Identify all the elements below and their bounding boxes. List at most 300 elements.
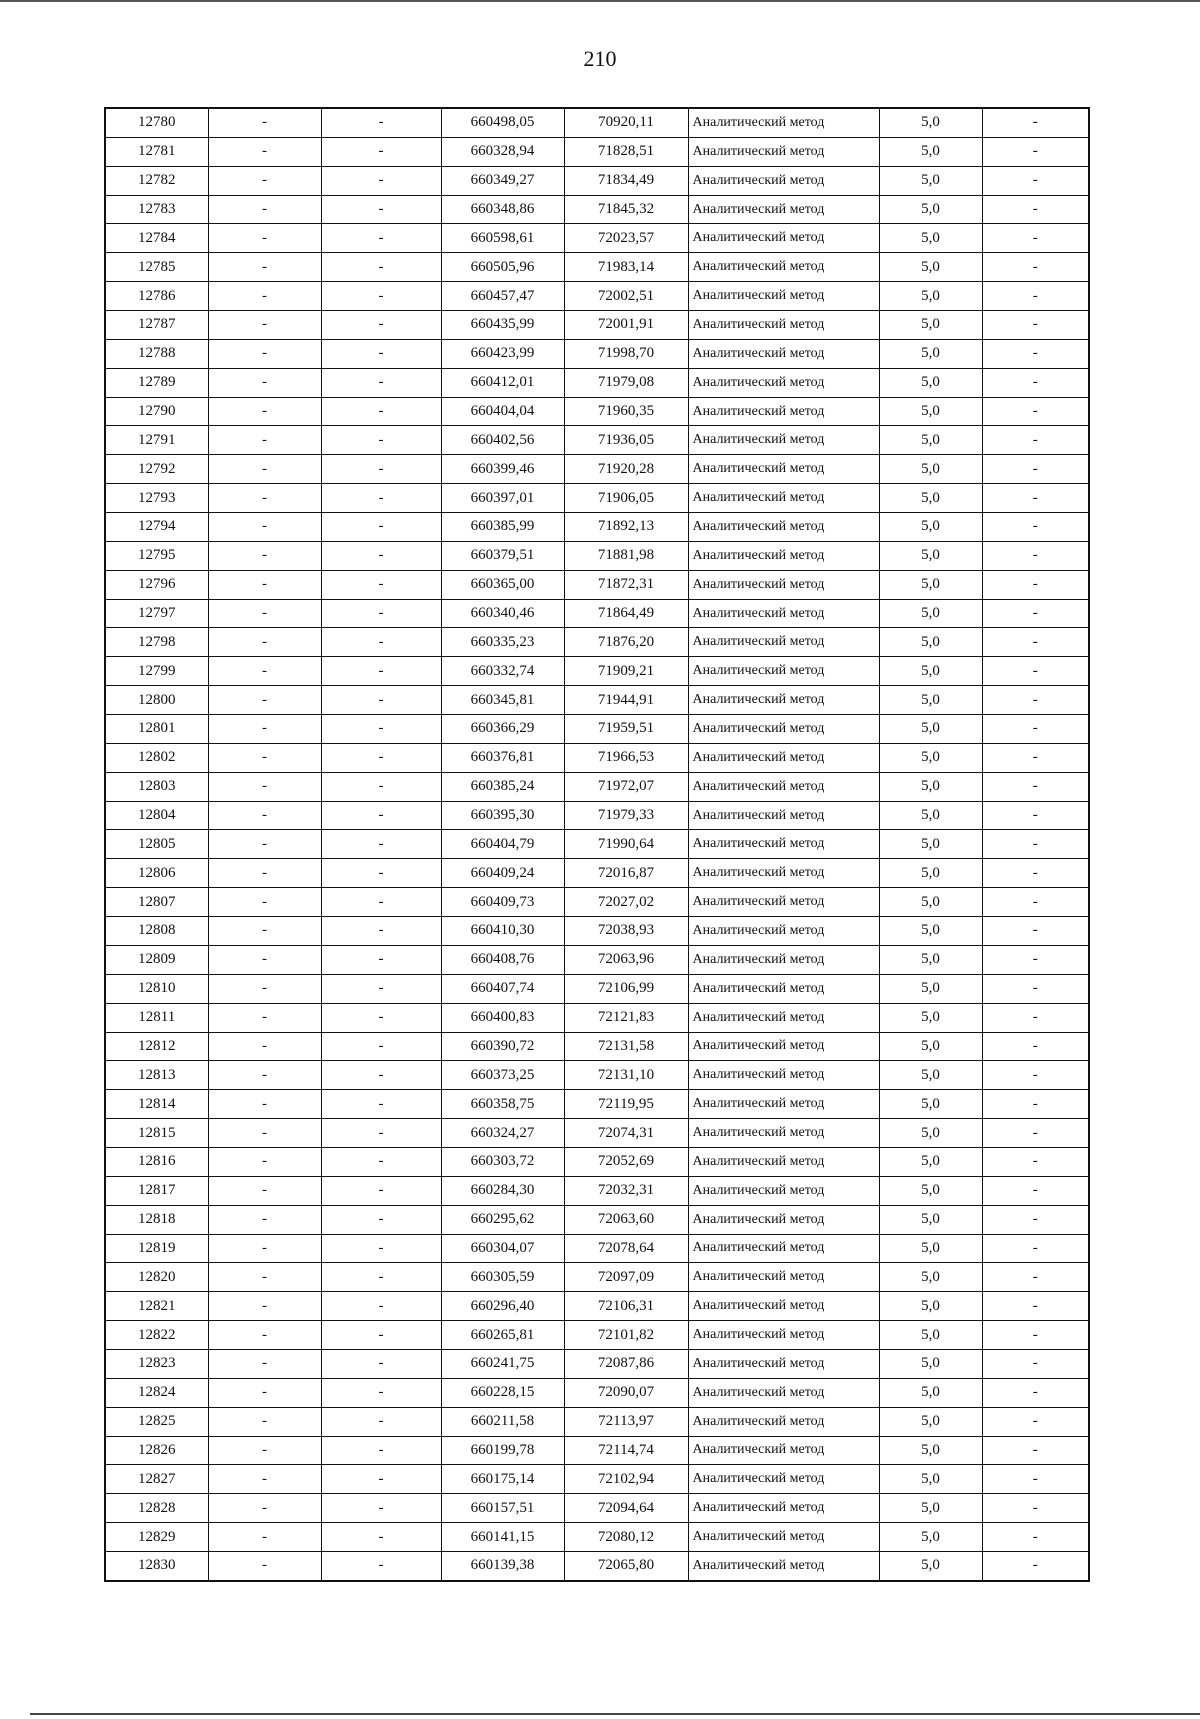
y-coordinate-cell: 72023,57 xyxy=(564,224,688,253)
dash-cell: - xyxy=(208,339,321,368)
table-row xyxy=(105,1465,1089,1494)
point-number-cell: 12822 xyxy=(105,1321,208,1350)
accuracy-cell: 5,0 xyxy=(879,1465,982,1494)
dash-cell: - xyxy=(208,1494,321,1523)
point-number-cell: 12783 xyxy=(105,195,208,224)
dash-cell: - xyxy=(208,1523,321,1552)
point-number-cell: 12802 xyxy=(105,743,208,772)
dash-cell: - xyxy=(321,945,441,974)
dash-cell: - xyxy=(321,311,441,340)
dash-cell: - xyxy=(982,1147,1089,1176)
method-cell: Аналитический метод xyxy=(688,945,879,974)
dash-cell: - xyxy=(321,253,441,282)
method-cell: Аналитический метод xyxy=(688,368,879,397)
accuracy-cell: 5,0 xyxy=(879,1436,982,1465)
y-coordinate-cell: 72038,93 xyxy=(564,917,688,946)
accuracy-cell: 5,0 xyxy=(879,166,982,195)
dash-cell: - xyxy=(982,1321,1089,1350)
dash-cell: - xyxy=(208,195,321,224)
table-row xyxy=(105,339,1089,368)
method-cell: Аналитический метод xyxy=(688,1494,879,1523)
x-coordinate-cell: 660400,83 xyxy=(441,1003,564,1032)
y-coordinate-cell: 71979,08 xyxy=(564,368,688,397)
method-cell: Аналитический метод xyxy=(688,657,879,686)
point-number-cell: 12826 xyxy=(105,1436,208,1465)
dash-cell: - xyxy=(321,1321,441,1350)
accuracy-cell: 5,0 xyxy=(879,570,982,599)
method-cell: Аналитический метод xyxy=(688,1061,879,1090)
dash-cell: - xyxy=(208,917,321,946)
point-number-cell: 12815 xyxy=(105,1119,208,1148)
table-row xyxy=(105,628,1089,657)
dash-cell: - xyxy=(208,1176,321,1205)
accuracy-cell: 5,0 xyxy=(879,945,982,974)
point-number-cell: 12828 xyxy=(105,1494,208,1523)
dash-cell: - xyxy=(982,1551,1089,1580)
dash-cell: - xyxy=(321,974,441,1003)
dash-cell: - xyxy=(321,1292,441,1321)
dash-cell: - xyxy=(208,1090,321,1119)
dash-cell: - xyxy=(982,917,1089,946)
accuracy-cell: 5,0 xyxy=(879,772,982,801)
x-coordinate-cell: 660141,15 xyxy=(441,1523,564,1552)
method-cell: Аналитический метод xyxy=(688,137,879,166)
y-coordinate-cell: 71920,28 xyxy=(564,455,688,484)
method-cell: Аналитический метод xyxy=(688,686,879,715)
y-coordinate-cell: 71983,14 xyxy=(564,253,688,282)
dash-cell: - xyxy=(982,686,1089,715)
table-row xyxy=(105,1523,1089,1552)
accuracy-cell: 5,0 xyxy=(879,1349,982,1378)
x-coordinate-cell: 660157,51 xyxy=(441,1494,564,1523)
dash-cell: - xyxy=(321,1119,441,1148)
accuracy-cell: 5,0 xyxy=(879,830,982,859)
dash-cell: - xyxy=(982,397,1089,426)
accuracy-cell: 5,0 xyxy=(879,137,982,166)
dash-cell: - xyxy=(321,830,441,859)
point-number-cell: 12784 xyxy=(105,224,208,253)
method-cell: Аналитический метод xyxy=(688,974,879,1003)
y-coordinate-cell: 71936,05 xyxy=(564,426,688,455)
point-number-cell: 12799 xyxy=(105,657,208,686)
dash-cell: - xyxy=(982,1234,1089,1263)
accuracy-cell: 5,0 xyxy=(879,513,982,542)
y-coordinate-cell: 72074,31 xyxy=(564,1119,688,1148)
x-coordinate-cell: 660139,38 xyxy=(441,1551,564,1580)
table-row xyxy=(105,311,1089,340)
x-coordinate-cell: 660409,73 xyxy=(441,888,564,917)
dash-cell: - xyxy=(321,917,441,946)
table-row xyxy=(105,224,1089,253)
x-coordinate-cell: 660412,01 xyxy=(441,368,564,397)
method-cell: Аналитический метод xyxy=(688,859,879,888)
accuracy-cell: 5,0 xyxy=(879,455,982,484)
method-cell: Аналитический метод xyxy=(688,513,879,542)
dash-cell: - xyxy=(208,1321,321,1350)
accuracy-cell: 5,0 xyxy=(879,628,982,657)
dash-cell: - xyxy=(982,166,1089,195)
x-coordinate-cell: 660409,24 xyxy=(441,859,564,888)
table-row xyxy=(105,945,1089,974)
accuracy-cell: 5,0 xyxy=(879,1378,982,1407)
dash-cell: - xyxy=(982,1090,1089,1119)
x-coordinate-cell: 660408,76 xyxy=(441,945,564,974)
table-row xyxy=(105,1378,1089,1407)
accuracy-cell: 5,0 xyxy=(879,599,982,628)
x-coordinate-cell: 660303,72 xyxy=(441,1147,564,1176)
y-coordinate-cell: 71881,98 xyxy=(564,541,688,570)
y-coordinate-cell: 72119,95 xyxy=(564,1090,688,1119)
dash-cell: - xyxy=(321,455,441,484)
y-coordinate-cell: 72121,83 xyxy=(564,1003,688,1032)
dash-cell: - xyxy=(982,541,1089,570)
accuracy-cell: 5,0 xyxy=(879,1003,982,1032)
table-row xyxy=(105,859,1089,888)
accuracy-cell: 5,0 xyxy=(879,1407,982,1436)
x-coordinate-cell: 660404,04 xyxy=(441,397,564,426)
y-coordinate-cell: 72016,87 xyxy=(564,859,688,888)
x-coordinate-cell: 660304,07 xyxy=(441,1234,564,1263)
method-cell: Аналитический метод xyxy=(688,1234,879,1263)
method-cell: Аналитический метод xyxy=(688,339,879,368)
x-coordinate-cell: 660328,94 xyxy=(441,137,564,166)
dash-cell: - xyxy=(321,397,441,426)
dash-cell: - xyxy=(321,513,441,542)
accuracy-cell: 5,0 xyxy=(879,888,982,917)
x-coordinate-cell: 660498,05 xyxy=(441,108,564,137)
point-number-cell: 12807 xyxy=(105,888,208,917)
accuracy-cell: 5,0 xyxy=(879,1494,982,1523)
dash-cell: - xyxy=(208,484,321,513)
method-cell: Аналитический метод xyxy=(688,253,879,282)
x-coordinate-cell: 660379,51 xyxy=(441,541,564,570)
y-coordinate-cell: 71972,07 xyxy=(564,772,688,801)
y-coordinate-cell: 70920,11 xyxy=(564,108,688,137)
dash-cell: - xyxy=(208,166,321,195)
dash-cell: - xyxy=(208,859,321,888)
point-number-cell: 12781 xyxy=(105,137,208,166)
method-cell: Аналитический метод xyxy=(688,1205,879,1234)
dash-cell: - xyxy=(208,368,321,397)
method-cell: Аналитический метод xyxy=(688,426,879,455)
table-row xyxy=(105,599,1089,628)
y-coordinate-cell: 71960,35 xyxy=(564,397,688,426)
point-number-cell: 12782 xyxy=(105,166,208,195)
method-cell: Аналитический метод xyxy=(688,801,879,830)
table-row xyxy=(105,1234,1089,1263)
point-number-cell: 12806 xyxy=(105,859,208,888)
x-coordinate-cell: 660265,81 xyxy=(441,1321,564,1350)
method-cell: Аналитический метод xyxy=(688,1349,879,1378)
dash-cell: - xyxy=(982,945,1089,974)
table-body xyxy=(105,108,1089,1581)
point-number-cell: 12821 xyxy=(105,1292,208,1321)
y-coordinate-cell: 72114,74 xyxy=(564,1436,688,1465)
table-row xyxy=(105,1263,1089,1292)
method-cell: Аналитический метод xyxy=(688,1003,879,1032)
point-number-cell: 12791 xyxy=(105,426,208,455)
dash-cell: - xyxy=(321,715,441,744)
x-coordinate-cell: 660505,96 xyxy=(441,253,564,282)
method-cell: Аналитический метод xyxy=(688,108,879,137)
dash-cell: - xyxy=(982,224,1089,253)
dash-cell: - xyxy=(982,253,1089,282)
accuracy-cell: 5,0 xyxy=(879,1292,982,1321)
accuracy-cell: 5,0 xyxy=(879,743,982,772)
table-row xyxy=(105,513,1089,542)
table-row xyxy=(105,541,1089,570)
x-coordinate-cell: 660199,78 xyxy=(441,1436,564,1465)
y-coordinate-cell: 71998,70 xyxy=(564,339,688,368)
accuracy-cell: 5,0 xyxy=(879,1321,982,1350)
table-row xyxy=(105,974,1089,1003)
dash-cell: - xyxy=(321,195,441,224)
method-cell: Аналитический метод xyxy=(688,772,879,801)
dash-cell: - xyxy=(982,743,1089,772)
accuracy-cell: 5,0 xyxy=(879,1061,982,1090)
point-number-cell: 12789 xyxy=(105,368,208,397)
dash-cell: - xyxy=(982,1176,1089,1205)
y-coordinate-cell: 72131,10 xyxy=(564,1061,688,1090)
x-coordinate-cell: 660284,30 xyxy=(441,1176,564,1205)
x-coordinate-cell: 660228,15 xyxy=(441,1378,564,1407)
accuracy-cell: 5,0 xyxy=(879,917,982,946)
dash-cell: - xyxy=(321,570,441,599)
dash-cell: - xyxy=(208,830,321,859)
y-coordinate-cell: 71944,91 xyxy=(564,686,688,715)
point-number-cell: 12825 xyxy=(105,1407,208,1436)
dash-cell: - xyxy=(208,743,321,772)
x-coordinate-cell: 660345,81 xyxy=(441,686,564,715)
accuracy-cell: 5,0 xyxy=(879,108,982,137)
method-cell: Аналитический метод xyxy=(688,1147,879,1176)
y-coordinate-cell: 72087,86 xyxy=(564,1349,688,1378)
point-number-cell: 12787 xyxy=(105,311,208,340)
method-cell: Аналитический метод xyxy=(688,455,879,484)
dash-cell: - xyxy=(208,1407,321,1436)
method-cell: Аналитический метод xyxy=(688,484,879,513)
y-coordinate-cell: 72102,94 xyxy=(564,1465,688,1494)
point-number-cell: 12780 xyxy=(105,108,208,137)
method-cell: Аналитический метод xyxy=(688,224,879,253)
dash-cell: - xyxy=(982,1263,1089,1292)
dash-cell: - xyxy=(982,974,1089,1003)
accuracy-cell: 5,0 xyxy=(879,1176,982,1205)
point-number-cell: 12817 xyxy=(105,1176,208,1205)
y-coordinate-cell: 72106,31 xyxy=(564,1292,688,1321)
point-number-cell: 12810 xyxy=(105,974,208,1003)
dash-cell: - xyxy=(321,801,441,830)
dash-cell: - xyxy=(321,772,441,801)
y-coordinate-cell: 72065,80 xyxy=(564,1551,688,1580)
x-coordinate-cell: 660457,47 xyxy=(441,282,564,311)
point-number-cell: 12801 xyxy=(105,715,208,744)
y-coordinate-cell: 71834,49 xyxy=(564,166,688,195)
accuracy-cell: 5,0 xyxy=(879,484,982,513)
dash-cell: - xyxy=(982,599,1089,628)
point-number-cell: 12797 xyxy=(105,599,208,628)
table-row xyxy=(105,282,1089,311)
dash-cell: - xyxy=(321,1061,441,1090)
dash-cell: - xyxy=(208,1205,321,1234)
dash-cell: - xyxy=(321,339,441,368)
y-coordinate-cell: 71892,13 xyxy=(564,513,688,542)
accuracy-cell: 5,0 xyxy=(879,1090,982,1119)
dash-cell: - xyxy=(208,426,321,455)
y-coordinate-cell: 72032,31 xyxy=(564,1176,688,1205)
method-cell: Аналитический метод xyxy=(688,628,879,657)
table-row xyxy=(105,1176,1089,1205)
accuracy-cell: 5,0 xyxy=(879,253,982,282)
x-coordinate-cell: 660175,14 xyxy=(441,1465,564,1494)
dash-cell: - xyxy=(982,368,1089,397)
accuracy-cell: 5,0 xyxy=(879,801,982,830)
dash-cell: - xyxy=(982,1292,1089,1321)
dash-cell: - xyxy=(982,888,1089,917)
dash-cell: - xyxy=(321,1263,441,1292)
dash-cell: - xyxy=(208,1378,321,1407)
dash-cell: - xyxy=(982,859,1089,888)
table-row xyxy=(105,195,1089,224)
method-cell: Аналитический метод xyxy=(688,1436,879,1465)
dash-cell: - xyxy=(208,455,321,484)
y-coordinate-cell: 72063,96 xyxy=(564,945,688,974)
method-cell: Аналитический метод xyxy=(688,397,879,426)
dash-cell: - xyxy=(982,830,1089,859)
x-coordinate-cell: 660376,81 xyxy=(441,743,564,772)
table-row xyxy=(105,484,1089,513)
dash-cell: - xyxy=(982,570,1089,599)
table-row xyxy=(105,1436,1089,1465)
table-row xyxy=(105,743,1089,772)
table-row xyxy=(105,772,1089,801)
dash-cell: - xyxy=(208,1003,321,1032)
dash-cell: - xyxy=(208,1465,321,1494)
y-coordinate-cell: 72131,58 xyxy=(564,1032,688,1061)
point-number-cell: 12795 xyxy=(105,541,208,570)
table-row xyxy=(105,166,1089,195)
point-number-cell: 12788 xyxy=(105,339,208,368)
accuracy-cell: 5,0 xyxy=(879,1147,982,1176)
dash-cell: - xyxy=(321,224,441,253)
dash-cell: - xyxy=(321,888,441,917)
bottom-edge-line xyxy=(30,1713,1200,1715)
y-coordinate-cell: 72052,69 xyxy=(564,1147,688,1176)
dash-cell: - xyxy=(208,628,321,657)
dash-cell: - xyxy=(208,657,321,686)
top-edge-line xyxy=(0,0,1200,2)
dash-cell: - xyxy=(208,513,321,542)
x-coordinate-cell: 660395,30 xyxy=(441,801,564,830)
point-number-cell: 12811 xyxy=(105,1003,208,1032)
y-coordinate-cell: 71979,33 xyxy=(564,801,688,830)
dash-cell: - xyxy=(321,1147,441,1176)
y-coordinate-cell: 72080,12 xyxy=(564,1523,688,1552)
dash-cell: - xyxy=(208,108,321,137)
table-row xyxy=(105,1292,1089,1321)
point-number-cell: 12830 xyxy=(105,1551,208,1580)
dash-cell: - xyxy=(321,282,441,311)
accuracy-cell: 5,0 xyxy=(879,657,982,686)
table-row xyxy=(105,1032,1089,1061)
table-row xyxy=(105,108,1089,137)
point-number-cell: 12812 xyxy=(105,1032,208,1061)
x-coordinate-cell: 660390,72 xyxy=(441,1032,564,1061)
y-coordinate-cell: 72113,97 xyxy=(564,1407,688,1436)
accuracy-cell: 5,0 xyxy=(879,541,982,570)
dash-cell: - xyxy=(321,1003,441,1032)
dash-cell: - xyxy=(321,1465,441,1494)
dash-cell: - xyxy=(321,1032,441,1061)
dash-cell: - xyxy=(208,888,321,917)
y-coordinate-cell: 71876,20 xyxy=(564,628,688,657)
table-row xyxy=(105,1551,1089,1580)
dash-cell: - xyxy=(321,1523,441,1552)
dash-cell: - xyxy=(208,715,321,744)
x-coordinate-cell: 660305,59 xyxy=(441,1263,564,1292)
table-row xyxy=(105,917,1089,946)
x-coordinate-cell: 660385,24 xyxy=(441,772,564,801)
y-coordinate-cell: 71828,51 xyxy=(564,137,688,166)
accuracy-cell: 5,0 xyxy=(879,224,982,253)
dash-cell: - xyxy=(208,801,321,830)
method-cell: Аналитический метод xyxy=(688,1263,879,1292)
dash-cell: - xyxy=(982,801,1089,830)
y-coordinate-cell: 72002,51 xyxy=(564,282,688,311)
x-coordinate-cell: 660340,46 xyxy=(441,599,564,628)
y-coordinate-cell: 72106,99 xyxy=(564,974,688,1003)
dash-cell: - xyxy=(982,1119,1089,1148)
point-number-cell: 12785 xyxy=(105,253,208,282)
point-number-cell: 12803 xyxy=(105,772,208,801)
dash-cell: - xyxy=(208,945,321,974)
y-coordinate-cell: 72101,82 xyxy=(564,1321,688,1350)
dash-cell: - xyxy=(208,1551,321,1580)
table-row xyxy=(105,1349,1089,1378)
dash-cell: - xyxy=(208,570,321,599)
x-coordinate-cell: 660349,27 xyxy=(441,166,564,195)
dash-cell: - xyxy=(982,484,1089,513)
point-number-cell: 12804 xyxy=(105,801,208,830)
table-row xyxy=(105,715,1089,744)
dash-cell: - xyxy=(982,657,1089,686)
x-coordinate-cell: 660435,99 xyxy=(441,311,564,340)
dash-cell: - xyxy=(982,455,1089,484)
table-row xyxy=(105,137,1089,166)
y-coordinate-cell: 72027,02 xyxy=(564,888,688,917)
accuracy-cell: 5,0 xyxy=(879,195,982,224)
accuracy-cell: 5,0 xyxy=(879,1551,982,1580)
point-number-cell: 12786 xyxy=(105,282,208,311)
accuracy-cell: 5,0 xyxy=(879,282,982,311)
x-coordinate-cell: 660404,79 xyxy=(441,830,564,859)
accuracy-cell: 5,0 xyxy=(879,1032,982,1061)
method-cell: Аналитический метод xyxy=(688,282,879,311)
dash-cell: - xyxy=(208,282,321,311)
table-row xyxy=(105,657,1089,686)
table-row xyxy=(105,888,1089,917)
method-cell: Аналитический метод xyxy=(688,570,879,599)
x-coordinate-cell: 660410,30 xyxy=(441,917,564,946)
dash-cell: - xyxy=(321,368,441,397)
dash-cell: - xyxy=(208,1292,321,1321)
dash-cell: - xyxy=(208,1263,321,1292)
dash-cell: - xyxy=(208,1436,321,1465)
dash-cell: - xyxy=(982,1407,1089,1436)
method-cell: Аналитический метод xyxy=(688,715,879,744)
dash-cell: - xyxy=(982,426,1089,455)
method-cell: Аналитический метод xyxy=(688,166,879,195)
